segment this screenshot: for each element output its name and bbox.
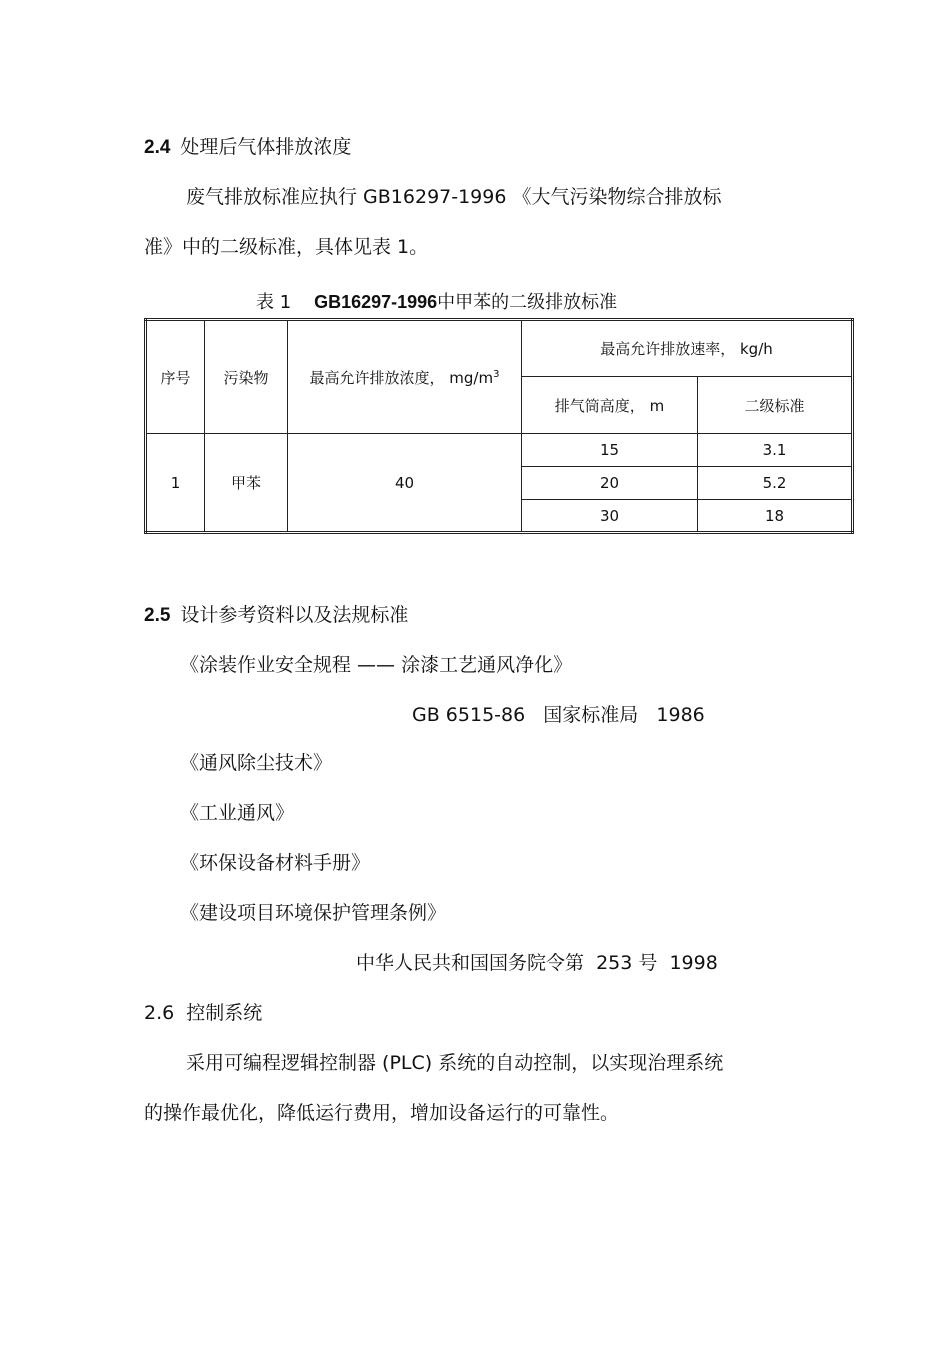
cell-rate: 3.1 [698,434,853,467]
paragraph-line: 采用可编程逻辑控制器 (PLC) 系统的自动控制，以实现治理系统 [186,1052,724,1074]
header-concentration: 最高允许排放浓度， $mg/m^3$ [288,320,522,434]
cell-height: 30 [522,500,698,533]
cell-height: 15 [522,434,698,467]
cell-rate: 5.2 [698,467,853,500]
section-number: 2.5 [144,605,171,626]
section-title: 设计参考资料以及法规标准 [180,604,409,626]
cell-concentration: 40 [288,434,522,533]
section-title: 处理后气体排放浓度 [180,136,352,158]
header-pollutant: 污染物 [205,320,288,434]
header-emission-rate: 最高允许排放速率， kg/h [522,320,853,377]
emission-standard-table [144,318,854,534]
reference-title: 《环保设备材料手册》 [180,852,371,874]
cell-no: 1 [146,434,205,533]
reference-title: 《工业通风》 [180,802,295,824]
cell-height: 20 [522,467,698,500]
reference-title: 《建设项目环境保护管理条例》 [180,902,447,924]
table-caption [256,288,617,314]
reference-source: GB 6515-86 国家标准局 1986 [412,704,705,726]
section-2-4-heading [144,132,351,159]
paragraph-line: 的操作最优化，降低运行费用，增加设备运行的可靠性。 [144,1102,620,1124]
header-stack-height: 排气筒高度， m [522,377,698,434]
table-caption-code: GB16297-1996 [314,292,438,312]
paragraph-line: 废气排放标准应执行 GB16297-1996 《大气污染物综合排放标 [186,186,722,208]
section-2-6-heading: 2.6 控制系统 [144,1002,263,1024]
section-number: 2.4 [144,137,171,158]
reference-title: 《涂装作业安全规程 —— 涂漆工艺通风净化》 [180,654,573,676]
reference-title: 《通风除尘技术》 [180,752,333,774]
cell-rate: 18 [698,500,853,533]
cell-pollutant: 甲苯 [205,434,288,533]
header-level-2-standard: 二级标准 [698,377,853,434]
reference-source: 中华人民共和国国务院令第 253 号 1998 [356,952,718,974]
section-2-5-heading [144,600,408,627]
header-no: 序号 [146,320,205,434]
table-caption-text: 中甲苯的二级排放标准 [437,292,618,313]
table-caption-label: 表 1 [256,292,292,313]
paragraph-line: 准》中的二级标准，具体见表 1。 [144,236,429,258]
